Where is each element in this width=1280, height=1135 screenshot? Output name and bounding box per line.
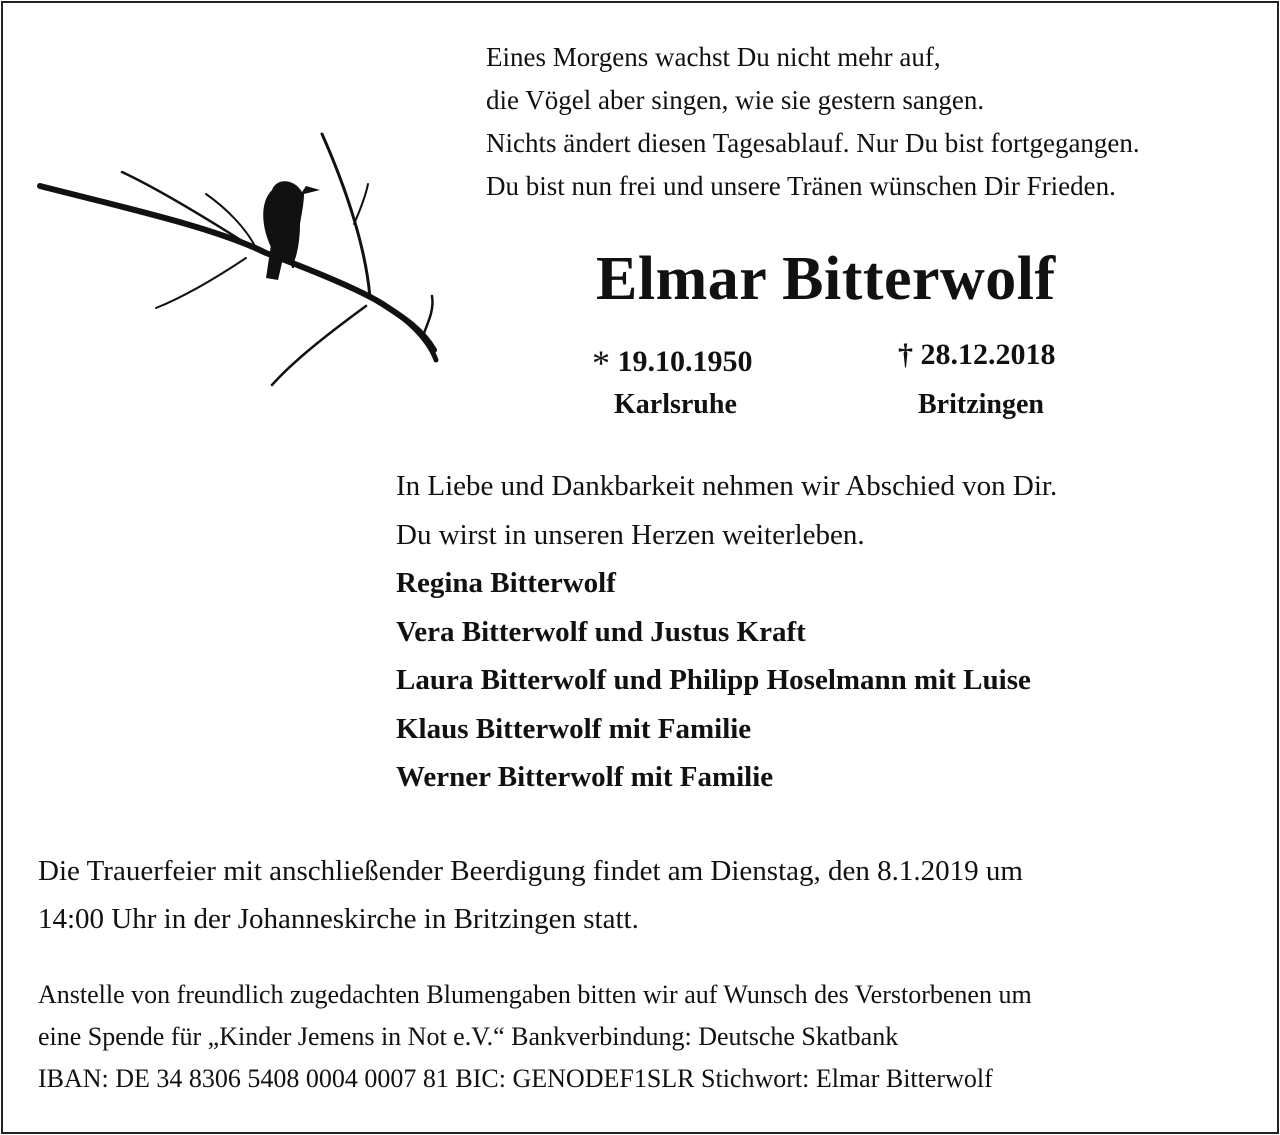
farewell-line: Du wirst in unseren Herzen weiterleben. (396, 518, 865, 551)
birth-star-icon: * (592, 343, 610, 383)
donation-line: Anstelle von freundlich zugedachten Blumengaben bitten wir auf Wunsch des Verstorbenen um (38, 980, 1032, 1009)
deceased-name: Elmar Bitterwolf (596, 245, 1056, 313)
birth-place: Karlsruhe (614, 389, 737, 420)
farewell-block (396, 462, 1057, 802)
donation-line: IBAN: DE 34 8306 5408 0004 0007 81 BIC: GENODEF1SLR Stichwort: Elmar Bitterwolf (38, 1064, 993, 1093)
service-line: 14:00 Uhr in der Johanneskirche in Britzingen statt. (38, 903, 639, 935)
service-info (38, 847, 1238, 943)
family-member: Vera Bitterwolf und Justus Kraft (396, 615, 806, 648)
birth-date: 19.10.1950 (617, 345, 753, 378)
donation-info (38, 974, 1032, 1100)
poem (486, 36, 1140, 208)
poem-line: die Vögel aber singen, wie sie gestern sangen. (486, 85, 985, 115)
family-member: Regina Bitterwolf (396, 567, 616, 599)
poem-line: Eines Morgens wachst Du nicht mehr auf, (486, 42, 941, 72)
death-place: Britzingen (918, 389, 1044, 420)
bird-on-branch-icon (36, 128, 446, 390)
poem-line: Nichts ändert diesen Tagesablauf. Nur Du bist fortgegangen. (486, 128, 1140, 158)
family-member: Werner Bitterwolf mit Familie (396, 761, 774, 793)
birth-date-line (592, 338, 753, 383)
death-cross-icon: † (898, 338, 913, 371)
service-line: Die Trauerfeier mit anschließender Beerdigung findet am Dienstag, den 8.1.2019 um (38, 855, 1023, 887)
family-member: Klaus Bitterwolf mit Familie (396, 712, 752, 745)
death-date-line (898, 338, 1056, 372)
poem-line: Du bist nun frei und unsere Tränen wünschen Dir Frieden. (486, 171, 1116, 201)
family-member: Laura Bitterwolf und Philipp Hoselmann mit Luise (396, 664, 1031, 696)
farewell-line: In Liebe und Dankbarkeit nehmen wir Abschied von Dir. (396, 470, 1058, 502)
death-date: 28.12.2018 (920, 338, 1056, 371)
donation-line: eine Spende für „Kinder Jemens in Not e.V.“ Bankverbindung: Deutsche Skatbank (38, 1022, 899, 1051)
